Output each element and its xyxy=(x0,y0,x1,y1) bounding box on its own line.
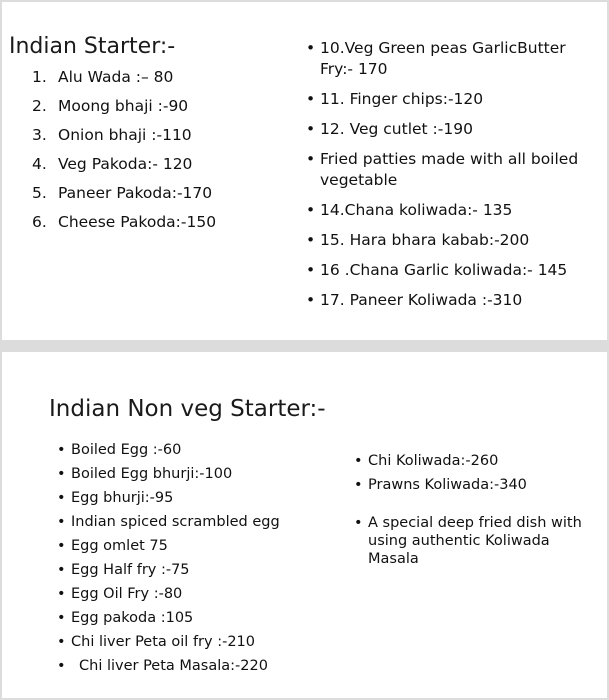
veg-starter-title: Indian Starter:- xyxy=(9,34,176,59)
veg-starter-bullet-list xyxy=(306,38,596,320)
nonveg-starter-title: Indian Non veg Starter:- xyxy=(49,396,326,422)
list-item: • Egg Oil Fry :-80 xyxy=(57,584,307,608)
list-item: • Egg Half fry :-75 xyxy=(57,560,307,584)
list-item: • Indian spiced scrambled egg xyxy=(57,512,307,536)
list-item: • Boiled Egg :-60 xyxy=(57,440,307,464)
list-item: • Egg omlet 75 xyxy=(57,536,307,560)
list-item: 4. Veg Pakoda:- 120 xyxy=(32,155,193,173)
nonveg-starter-slide xyxy=(2,352,607,698)
list-item: • 11. Finger chips:-120 xyxy=(306,89,596,110)
list-item: 3. Onion bhaji :-110 xyxy=(32,126,192,144)
list-item: • 10.Veg Green peas GarlicButter Fry:- 170 xyxy=(306,38,596,80)
nonveg-starter-right-list xyxy=(354,452,604,568)
list-item: • 12. Veg cutlet :-190 xyxy=(306,119,596,140)
veg-starter-slide xyxy=(2,2,607,340)
list-item: • 16 .Chana Garlic koliwada:- 145 xyxy=(306,260,596,281)
list-item: • A special deep fried dish with using authentic Koliwada Masala xyxy=(354,514,604,568)
list-item: • 14.Chana koliwada:- 135 xyxy=(306,200,596,221)
nonveg-starter-left-list xyxy=(57,440,307,680)
list-item: • Chi Koliwada:-260 xyxy=(354,452,604,470)
list-item: 5. Paneer Pakoda:-170 xyxy=(32,184,213,202)
list-item: • Chi liver Peta Masala:-220 xyxy=(57,656,307,680)
list-item: • Fried patties made with all boiled vegetable xyxy=(306,149,596,191)
list-item: • 17. Paneer Koliwada :-310 xyxy=(306,290,596,311)
list-item: • Egg pakoda :105 xyxy=(57,608,307,632)
list-item: • Boiled Egg bhurji:-100 xyxy=(57,464,307,488)
list-item: 1. Alu Wada :– 80 xyxy=(32,68,174,86)
list-item: • Prawns Koliwada:-340 xyxy=(354,476,604,494)
list-item: • Egg bhurji:-95 xyxy=(57,488,307,512)
list-item: 6. Cheese Pakoda:-150 xyxy=(32,213,217,231)
list-item: 2. Moong bhaji :-90 xyxy=(32,97,189,115)
veg-starter-numbered-list xyxy=(32,66,216,240)
list-item: • Chi liver Peta oil fry :-210 xyxy=(57,632,307,656)
list-item: • 15. Hara bhara kabab:-200 xyxy=(306,230,596,251)
